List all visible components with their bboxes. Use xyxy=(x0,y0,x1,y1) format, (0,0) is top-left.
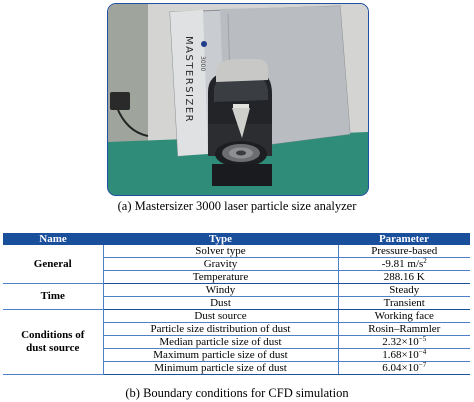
power-box xyxy=(110,92,130,110)
group-general: General xyxy=(3,245,103,284)
device-sublabel: 3000 xyxy=(199,56,206,72)
analyzer-photo xyxy=(107,3,369,196)
table-row xyxy=(3,245,470,258)
cell-type: Solver type xyxy=(103,245,338,258)
cell-type: Windy xyxy=(103,284,338,297)
header-type: Type xyxy=(103,233,338,245)
cell-parameter: 288.16 K xyxy=(338,271,470,284)
cell-type: Median particle size of dust xyxy=(103,336,338,349)
table-header-row xyxy=(3,233,470,245)
boundary-conditions-table xyxy=(3,233,470,375)
cell-parameter: Rosin–Rammler xyxy=(338,323,470,336)
cell-parameter: $6.04\times 10^{-7}$ xyxy=(338,362,470,375)
cell-parameter: Steady xyxy=(338,284,470,297)
cell-parameter: Transient xyxy=(338,297,470,310)
table-row xyxy=(3,310,470,323)
table-row xyxy=(3,284,470,297)
cell-parameter: -9.81 $m/s^2$ xyxy=(338,258,470,271)
group-dust-source: Conditions of dust source xyxy=(3,310,103,375)
cell-type: Minimum particle size of dust xyxy=(103,362,338,375)
cell-parameter: $2.32\times 10^{-5}$ xyxy=(338,336,470,349)
cell-type: Particle size distribution of dust xyxy=(103,323,338,336)
cell-type: Dust xyxy=(103,297,338,310)
cell-parameter: Working face xyxy=(338,310,470,323)
caption-b: (b) Boundary conditions for CFD simulation xyxy=(125,386,349,400)
group-time: Time xyxy=(3,284,103,310)
header-parameter: Parameter xyxy=(338,233,470,245)
cell-type: Dust source xyxy=(103,310,338,323)
brand-logo xyxy=(201,41,207,47)
cell-type: Temperature xyxy=(103,271,338,284)
caption-a: (a) Mastersizer 3000 laser particle size analyzer xyxy=(117,199,357,213)
cell-parameter: Pressure-based xyxy=(338,245,470,258)
cell-parameter: $1.68\times 10^{-4}$ xyxy=(338,349,470,362)
device-label: MASTERSIZER xyxy=(183,36,194,124)
cell-type: Gravity xyxy=(103,258,338,271)
analyzer-illustration xyxy=(108,4,368,195)
cell-type: Maximum particle size of dust xyxy=(103,349,338,362)
header-name: Name xyxy=(3,233,103,245)
